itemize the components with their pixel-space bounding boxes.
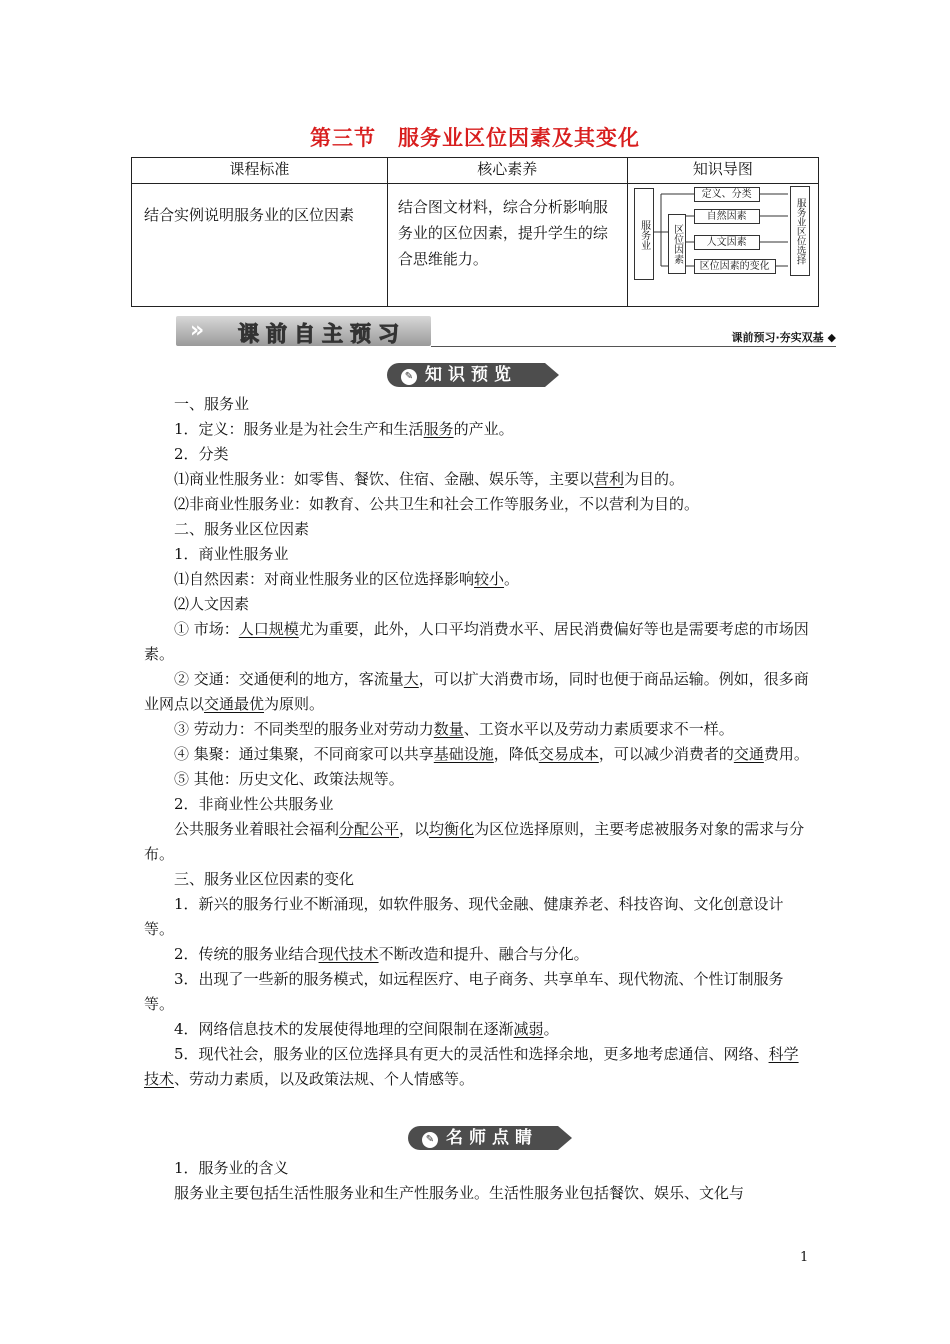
- notes-heading: 1．服务业的含义: [174, 1159, 289, 1177]
- heading-3: 三、服务业区位因素的变化: [174, 870, 355, 888]
- pill-arrow-icon: [558, 1126, 572, 1150]
- heading-2: 二、服务业区位因素: [174, 520, 310, 538]
- agglomeration-line: ④ 集聚：通过集聚，不同商家可以共享基础设施，降低交易成本，可以减少消费者的交通费用。: [174, 745, 809, 763]
- pill-arrow-icon: [545, 363, 559, 387]
- change-line-1: 1．新兴的服务行业不断涌现，如软件服务、现代金融、健康养老、科技咨询、文化创意设计等。: [144, 895, 784, 938]
- mindmap-cell: [627, 184, 818, 307]
- mindmap-sub2: 人文因素: [694, 235, 760, 250]
- change-line-3: 3．出现了一些新的服务模式，如远程医疗、电子商务、共享单车、现代物流、个性订制服务等。: [144, 970, 784, 1013]
- diamond-icon: ◆: [827, 331, 836, 344]
- noncommercial-line: ⑵非商业性服务业：如教育、公共卫生和社会工作等服务业，不以营利为目的。: [174, 495, 700, 513]
- change-line-2: 2．传统的服务业结合现代技术不断改造和提升、融合与分化。: [174, 945, 589, 963]
- teacher-notes-pill: [408, 1126, 558, 1150]
- banner-title: 课前自主预习: [238, 322, 406, 346]
- notes-line: 服务业主要包括生活性服务业和生产性服务业。生活性服务业包括餐饮、娱乐、文化与: [174, 1184, 745, 1202]
- notes-content: [144, 1156, 810, 1206]
- labor-line: ③ 劳动力：不同类型的服务业对劳动力数量、工资水平以及劳动力素质要求不一样。: [174, 720, 734, 738]
- mindmap-root: 服务业: [634, 188, 654, 280]
- mindmap-middle: 区位因素: [668, 214, 686, 274]
- mindmap-branch1: 定义、分类: [694, 187, 760, 202]
- mindmap-branch4: 区位因素的变化: [694, 259, 776, 274]
- header-mindmap: 知识导图: [627, 158, 818, 184]
- pencil-icon: ✎: [401, 369, 417, 385]
- pill-label: 知识预览: [425, 365, 517, 385]
- public-heading: 2．非商业性公共服务业: [174, 795, 334, 813]
- knowledge-preview-pill: [387, 363, 545, 387]
- commercial-heading: 1．商业性服务业: [174, 545, 289, 563]
- double-chevron-icon: »: [190, 318, 205, 343]
- market-line: ① 市场：人口规模尤为重要，此外，人口平均消费水平、居民消费偏好等也是需要考虑的市场因素。: [144, 620, 809, 663]
- heading-1: 一、服务业: [174, 395, 250, 413]
- public-line: 公共服务业着眼社会福利分配公平，以均衡化为区位选择原则，主要考虑被服务对象的需求与分布。: [144, 820, 805, 863]
- pencil-icon: ✎: [422, 1132, 438, 1148]
- transport-line: ② 交通：交通便利的地方，客流量大，可以扩大消费市场，同时也便于商品运输。例如，很多商业网点以交通最优为原则。: [144, 670, 809, 713]
- natural-factor-line: ⑴自然因素：对商业性服务业的区位选择影响较小。: [174, 570, 520, 588]
- mindmap-sub1: 自然因素: [694, 209, 760, 224]
- human-factor-heading: ⑵人文因素: [174, 595, 250, 613]
- banner-subtitle: 课前预习·夯实双基 ◆: [731, 331, 836, 344]
- pill-label: 名师点睛: [446, 1128, 538, 1148]
- section-banner: [176, 316, 836, 346]
- standard-cell: 结合实例说明服务业的区位因素: [132, 184, 388, 307]
- banner-divider: [431, 346, 836, 347]
- change-line-4: 4．网络信息技术的发展使得地理的空间限制在逐渐减弱。: [174, 1020, 559, 1038]
- course-table: [131, 157, 819, 307]
- page-number: 1: [800, 1250, 809, 1265]
- definition-line: 1．定义：服务业是为社会生产和生活服务的产业。: [174, 420, 514, 438]
- page-title: 第三节 服务业区位因素及其变化: [310, 126, 640, 150]
- other-line: ⑤ 其他：历史文化、政策法规等。: [174, 770, 404, 788]
- classification-heading: 2．分类: [174, 445, 229, 463]
- preview-content: [144, 392, 810, 1092]
- commercial-line: ⑴商业性服务业：如零售、餐饮、住宿、金融、娱乐等，主要以营利为目的。: [174, 470, 685, 488]
- header-standard: 课程标准: [132, 158, 388, 184]
- literacy-cell: 结合图文材料，综合分析影响服务业的区位因素，提升学生的综合思维能力。: [387, 184, 627, 307]
- mindmap-right: 服务业区位选择: [790, 186, 810, 276]
- change-line-5: 5．现代社会，服务业的区位选择具有更大的灵活性和选择余地，更多地考虑通信、网络、科学技术、劳动力素质，以及政策法规、个人情感等。: [144, 1045, 799, 1088]
- header-literacy: 核心素养: [387, 158, 627, 184]
